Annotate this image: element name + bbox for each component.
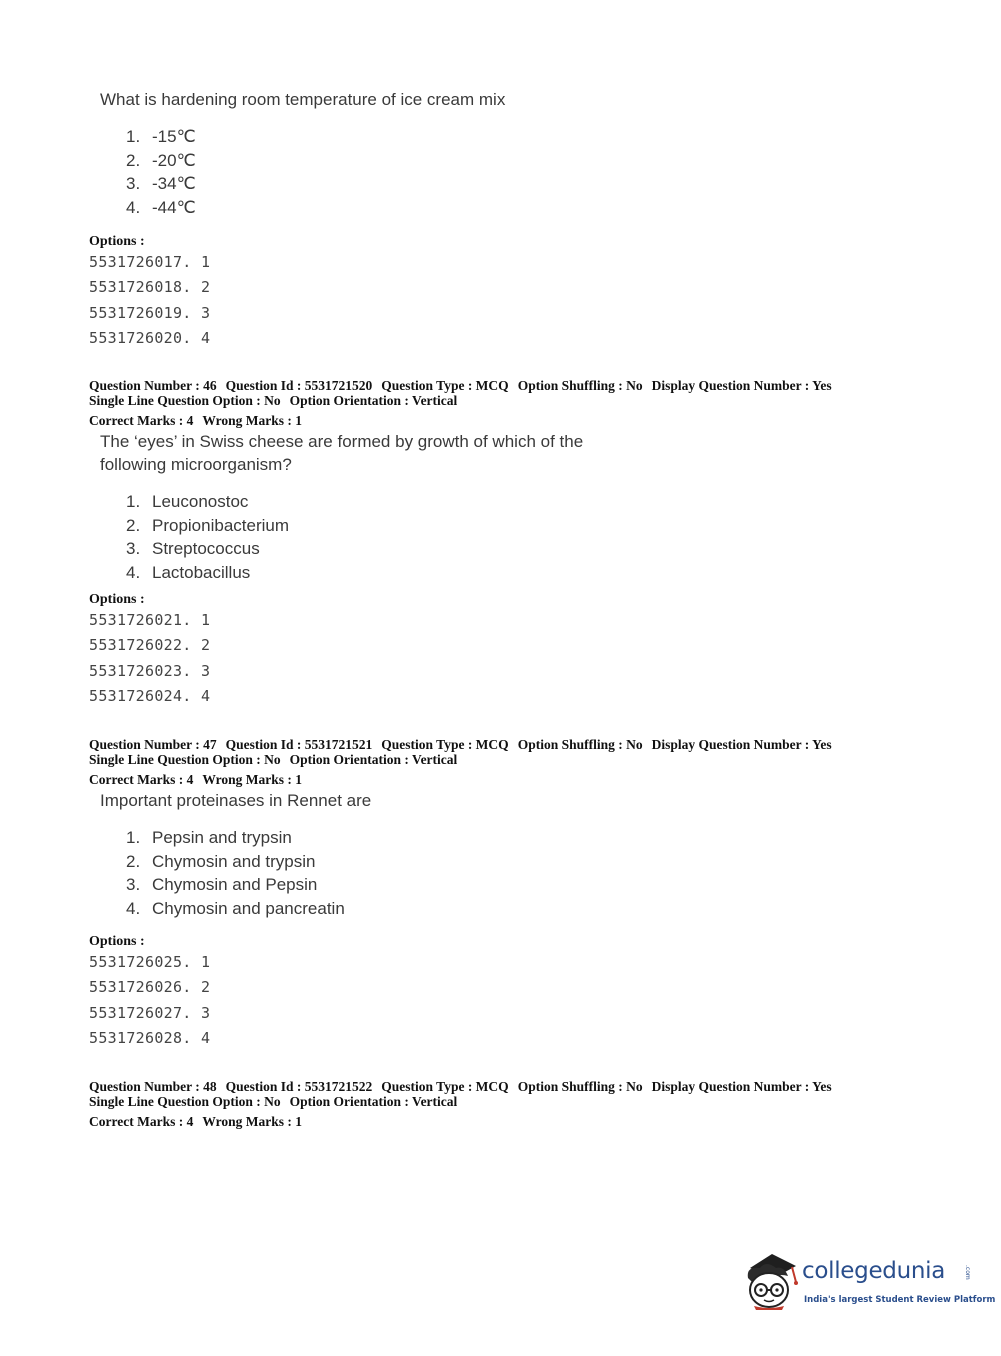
meta-line bbox=[89, 752, 841, 767]
option-id-list bbox=[89, 250, 210, 351]
question-text-line: The ‘eyes’ in Swiss cheese are formed by growth of which of the bbox=[100, 432, 584, 451]
correct-marks: Correct Marks : 4 bbox=[89, 1114, 194, 1129]
option-id: 5531726021. 1 bbox=[89, 611, 211, 629]
option-id: 5531726025. 1 bbox=[89, 953, 211, 971]
option-id-list bbox=[89, 608, 210, 709]
meta-line bbox=[89, 1094, 841, 1109]
option-shuffling: Option Shuffling : No bbox=[517, 378, 643, 393]
choice-label: Pepsin and trypsin bbox=[152, 828, 292, 847]
choice-item bbox=[126, 514, 289, 538]
choice-item bbox=[126, 850, 345, 874]
marks-line bbox=[89, 772, 841, 787]
question-46-meta bbox=[89, 378, 841, 428]
choice-number: 4. bbox=[126, 562, 141, 582]
choice-label: -34℃ bbox=[152, 174, 196, 193]
choice-label: -20℃ bbox=[152, 150, 196, 170]
question-type: Question Type : MCQ bbox=[381, 737, 509, 752]
option-id: 5531726022. 2 bbox=[89, 636, 211, 655]
option-id: 5531726023. 3 bbox=[89, 661, 211, 680]
choice-number: 3. bbox=[126, 875, 141, 894]
single-line-option: Single Line Question Option : No bbox=[89, 1094, 281, 1109]
question-48-meta bbox=[89, 1079, 841, 1129]
wrong-marks: Wrong Marks : 1 bbox=[202, 1114, 302, 1129]
choice-number: 2. bbox=[126, 515, 141, 535]
choice-label: Propionibacterium bbox=[152, 515, 290, 535]
option-orientation: Option Orientation : Vertical bbox=[289, 393, 458, 408]
choice-item bbox=[126, 490, 289, 514]
choice-number: 1. bbox=[126, 492, 141, 511]
option-orientation: Option Orientation : Vertical bbox=[289, 752, 458, 767]
question-47-choices bbox=[126, 826, 345, 920]
options-header: Options : bbox=[89, 234, 145, 249]
meta-line bbox=[89, 378, 841, 393]
meta-line bbox=[89, 393, 841, 408]
options-header: Options : bbox=[89, 592, 145, 607]
option-orientation: Option Orientation : Vertical bbox=[289, 1094, 458, 1109]
choice-number: 4. bbox=[126, 197, 141, 217]
choice-label: Streptococcus bbox=[152, 539, 260, 558]
question-46-text bbox=[100, 430, 583, 476]
option-id: 5531726027. 3 bbox=[89, 1003, 211, 1022]
question-45-text: What is hardening room temperature of ice cream mix bbox=[100, 90, 506, 109]
choice-number: 1. bbox=[126, 828, 141, 847]
options-header: Options : bbox=[89, 934, 145, 949]
collegedunia-logo[interactable] bbox=[742, 1248, 996, 1318]
choice-item bbox=[126, 897, 345, 921]
question-type: Question Type : MCQ bbox=[381, 378, 509, 393]
logo-wordmark: collegedunia bbox=[802, 1258, 946, 1284]
single-line-option: Single Line Question Option : No bbox=[89, 393, 281, 408]
option-id: 5531726019. 3 bbox=[89, 303, 211, 322]
correct-marks: Correct Marks : 4 bbox=[89, 413, 194, 428]
correct-marks: Correct Marks : 4 bbox=[89, 772, 194, 787]
option-id: 5531726026. 2 bbox=[89, 978, 211, 997]
question-number: Question Number : 48 bbox=[89, 1079, 217, 1094]
display-question-number: Display Question Number : Yes bbox=[651, 378, 832, 393]
meta-line bbox=[89, 737, 841, 752]
choice-label: Chymosin and pancreatin bbox=[152, 898, 345, 918]
question-number: Question Number : 47 bbox=[89, 737, 217, 752]
choice-item bbox=[126, 873, 345, 897]
option-id: 5531726018. 2 bbox=[89, 278, 211, 297]
choice-label: -15℃ bbox=[152, 127, 196, 146]
question-47-meta bbox=[89, 737, 841, 787]
choice-number: 3. bbox=[126, 174, 141, 193]
marks-line bbox=[89, 1114, 841, 1129]
logo-tagline: India's largest Student Review Platform bbox=[804, 1295, 996, 1305]
question-number: Question Number : 46 bbox=[89, 378, 217, 393]
student-mascot-icon bbox=[742, 1248, 800, 1310]
choice-label: Chymosin and Pepsin bbox=[152, 875, 318, 894]
option-id: 5531726020. 4 bbox=[89, 328, 211, 347]
option-shuffling: Option Shuffling : No bbox=[517, 1079, 643, 1094]
choice-item bbox=[126, 172, 196, 196]
option-id-list bbox=[89, 950, 210, 1051]
option-shuffling: Option Shuffling : No bbox=[517, 737, 643, 752]
question-46-choices bbox=[126, 490, 289, 584]
choice-number: 2. bbox=[126, 851, 141, 871]
choice-item bbox=[126, 149, 196, 173]
wrong-marks: Wrong Marks : 1 bbox=[202, 772, 302, 787]
choice-label: Lactobacillus bbox=[152, 562, 251, 582]
display-question-number: Display Question Number : Yes bbox=[651, 737, 832, 752]
wrong-marks: Wrong Marks : 1 bbox=[202, 413, 302, 428]
choice-item bbox=[126, 537, 289, 561]
option-id: 5531726024. 4 bbox=[89, 686, 211, 705]
display-question-number: Display Question Number : Yes bbox=[651, 1079, 832, 1094]
logo-com-suffix: .com bbox=[964, 1265, 971, 1280]
choice-number: 1. bbox=[126, 127, 141, 146]
choice-item bbox=[126, 561, 289, 585]
choice-label: -44℃ bbox=[152, 197, 196, 217]
choice-number: 2. bbox=[126, 150, 141, 170]
question-id: Question Id : 5531721522 bbox=[225, 1079, 373, 1094]
question-47-text: Important proteinases in Rennet are bbox=[100, 791, 372, 810]
single-line-option: Single Line Question Option : No bbox=[89, 752, 281, 767]
question-type: Question Type : MCQ bbox=[381, 1079, 509, 1094]
choice-label: Chymosin and trypsin bbox=[152, 851, 316, 871]
option-id: 5531726017. 1 bbox=[89, 253, 211, 271]
choice-label: Leuconostoc bbox=[152, 492, 249, 511]
option-id: 5531726028. 4 bbox=[89, 1028, 211, 1047]
choice-item bbox=[126, 196, 196, 220]
choice-item bbox=[126, 125, 196, 149]
choice-number: 3. bbox=[126, 539, 141, 558]
marks-line bbox=[89, 413, 841, 428]
question-id: Question Id : 5531721521 bbox=[225, 737, 373, 752]
question-45-choices bbox=[126, 125, 196, 219]
meta-line bbox=[89, 1079, 841, 1094]
question-text-line: following microorganism? bbox=[100, 455, 292, 474]
question-id: Question Id : 5531721520 bbox=[225, 378, 373, 393]
choice-item bbox=[126, 826, 345, 850]
choice-number: 4. bbox=[126, 898, 141, 918]
